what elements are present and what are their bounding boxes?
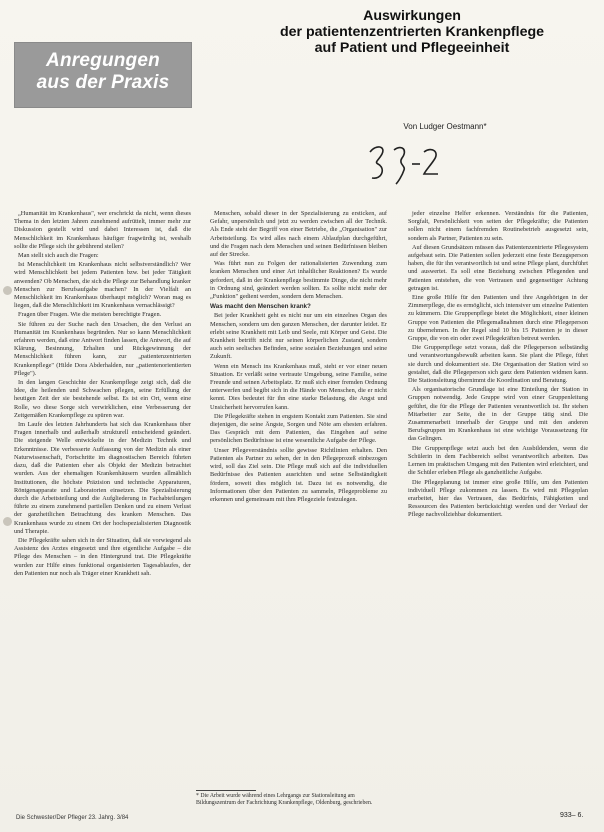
paragraph: jeder einzelne Helfer erkennen. Verständnis für die Patienten, Sorgfalt, Persönlichkeit von seiten der Pflegekräfte; die Patienten sollen nicht einem fachfremden Routinebetrieb ausgesetzt sein, sondern als Partner, Patienten zu sein. xyxy=(408,210,588,242)
paragraph: Eine große Hilfe für den Patienten und ihre Angehörigen in der Zimmerpflege, die es ermöglicht, sich intensiver um einzelne Patienten zu kümmern. Die Gruppenpflege bietet die Möglichkeit, einer kleinen Gruppe von Patienten die Pflegemaßnahmen durch eine Pflegeperson zu übernehmen. In der Regel sind 10 bis 15 Patienten je in dieser Gruppe, die von ein oder zwei Pflegekräften betreut werden. xyxy=(408,294,588,343)
paragraph: Die Pflegekräfte sahen sich in der Situation, daß sie vorwiegend als Assistenz des Arztes eingesetzt und ihre eigentliche Aufgabe – die Pflege des Menschen – in den Hintergrund trat. Die Pflegekräfte wurden zur Hilfe eines funktional organisierten Tagesablaufes, der den Patienten nur noch als Träger einer Krankheit sah. xyxy=(14,536,191,577)
paragraph: Die Gruppenpflege setzt voraus, daß die Pflegeperson selbständig und verantwortungsbewußt arbeiten kann. Sie plant die Pflege, führt sie durch und dokumentiert sie. Die Organisation der Station wird so gestaltet, daß die Pflegeperson sich ganz dem Patienten widmen kann. Die Stationsleitung übernimmt die Koordination und Beratung. xyxy=(408,344,588,385)
article-body xyxy=(14,210,588,795)
paragraph: Auf diesen Grundsätzen müssen das Patientenzentrierte Pflegesystem aufgebaut sein. Die Patienten sollen jederzeit eine feste Bezugsperson haben, die für ihn verantwortlich ist und seine Pflege plant, durchführt und auswertet. Es soll eine Beziehung zwischen Pflegenden und Patienten entstehen, die von Vertrauen und gegenseitiger Achtung getragen ist. xyxy=(408,243,588,292)
paragraph: Was führt nun zu Folgen der rationalisierten Zuwendung zum kranken Menschen und einer Art inhaltlicher Reaktionen? Es wurde gefordert, daß in der Krankenpflege bestimmte Dinge, die nicht mehr in Ordnung sind, geändert werden sollten. Es sollte nicht mehr der „Funktion" gedient werden, sondern dem Menschen. xyxy=(210,260,387,301)
title-line-1: Auswirkungen xyxy=(363,8,461,24)
paragraph: Die Gruppenpflege setzt auch bei den Ausbildenden, wenn die Schülerin in dem Fachbereich selbst verantwortlich arbeiten. Das Lernen im praktischen Umgang mit den Patienten wird erleichtert, und die Schüler erleben Pflege als ganzheitliche Aufgabe. xyxy=(408,444,588,477)
paragraph: Im Laufe des letzten Jahrhunderts hat sich das Krankenhaus über Fragen innerhalb und außerhalb strukturell entscheidend geändert. Die steigende Welle entwickelte in der Medizin Technik und Erkenntnisse. Die verbesserte Auffassung von der Medizin als einer Naturwissenschaft, Fortschritte im diagnostischen Bereich führten dazu, daß die Patienten eher als Objekt der Medizin betrachtet wurden. Aus der ehemaligen Krankenhäusern wurden allmählich Institutionen, die höchste Präzision und technische Apparaturen, Röntgenapparate und Laboratorien einsetzen. Die Spezialisierung durch die Arbeitsteilung und die Aufgliederung in Fachabteilungen führte zu einem zunehmend partiellen Denken und zu einem Verlust der ganzheitlichen Betrachtung des kranken Menschen. Das Krankenhaus wurde zu einem Ort der hochspezialisierten Diagnostik und Therapie. xyxy=(14,421,191,535)
banner-line-1: Anregungen xyxy=(46,50,160,71)
punch-hole-top xyxy=(3,286,12,295)
column-2 xyxy=(210,210,387,780)
paragraph: „Humanität im Krankenhaus", wer erschrickt da nicht, wenn dieses Thema in den letzten Jahren zunehmend aufrüttelt, immer mehr zur Diskussion gestellt wird und dabei Interessen ist, daß die Menschlichkeit im Krankenhaus häufiger fragwürdig ist, weshalb sollte die Pflege sich ihr gebührend stellen? xyxy=(14,210,191,250)
title-line-2: der patientenzentrierten Krankenpflege xyxy=(279,24,545,40)
banner-line-2: aus der Praxis xyxy=(36,72,170,93)
article-title xyxy=(232,8,592,56)
paragraph: Wenn ein Mensch ins Krankenhaus muß, steht er vor einer neuen Situation. Er verläßt seine vertraute Umgebung, seine Familie, seine Freunde und seinen Arbeitsplatz. Er muß sich einer fremden Ordnung unterwerfen und begibt sich in die Hände von Menschen, die er nicht kennt. Dies bedeutet für ihn eine starke Belastung, die Angst und Unsicherheit hervorrufen kann. xyxy=(210,362,387,411)
footnote-rule xyxy=(196,790,256,791)
paragraph: Die Pflegekräfte stehen in engstem Kontakt zum Patienten. Sie sind diejenigen, die seine Ängste, Sorgen und Nöte am ehesten erfahren. Das Gespräch mit dem Patienten, das Eingehen auf seine persönlichen Bedürfnisse ist eine wesentliche Aufgabe der Pflege. xyxy=(210,412,387,445)
paragraph: Sie führen zu der Suche nach den Ursachen, die den Verlust an Humanität im Krankenhaus begründen. Nur so kann Menschlichkeit erfahren werden, daß eine Antwort finden lassen, die Antwort, die auf Klärung, Besinnung, Erhalten und Rückgewinnung der Menschlichkeit führen kann, zur „patientenzentrierten Krankenpflege" (Hilde Dora Abderhalden, nur „patientenorientierten Pflege"). xyxy=(14,320,191,377)
section-banner xyxy=(14,42,192,108)
subheading: Was macht den Menschen krank? xyxy=(210,303,311,311)
footer-page-number: 933– 6. xyxy=(560,812,584,819)
column-3 xyxy=(408,210,588,795)
paragraph: Man stellt sich auch die Fragen: xyxy=(18,252,99,260)
handwritten-note xyxy=(364,140,444,186)
column-1 xyxy=(14,210,191,795)
paragraph: Die Pflegeplanung ist immer eine große Hilfe, um den Patienten individuell Pflege zukommen zu lassen. Es wird mit Pflegeplan erarbeitet, hier das Vertrauen, das Bedürfnis, Fähigkeiten und Ressourcen des Patienten berücksichtigt werden und der Verlauf der Pflege nachvollziehbar dokumentiert. xyxy=(408,478,588,519)
paragraph: Fragen über Fragen. Wie die meisten berechtigte Fragen. xyxy=(18,311,162,319)
paragraph: In den langen Geschichte der Krankenpflege zeigt sich, daß die Idee, die heilenden und Schwachen pflegen, seine Erfüllung der heutigen Zeit der sie bestehende selbst. Es ist ein Ort, wenn eine Rolle, wo diese Sorge sich verwirklichen, eine Verbesserung der Zeitgemäßen Krankenpflege zu spüren war. xyxy=(14,379,191,419)
paragraph: Unser Pflegeverständnis sollte gewisse Richtlinien erhalten. Den Patienten als Partner zu sehen, der in den Pflegeprozeß einbezogen wird, soll das Ziel sein. Die Pflege muß sich auf die individuellen Bedürfnisse des Patienten ausrichten und seine Selbständigkeit fördern, soweit dies möglich ist. Dazu ist es notwendig, die Informationen über den Patienten zu sammeln, Pflegeprobleme zu erkennen und gemeinsam mit ihm Pflegeziele festzulegen. xyxy=(210,446,387,503)
paragraph: Menschen, sobald dieser in der Spezialisierung zu ersticken, auf Gefahr, unpersönlich und jetzt zu werden zwischen all der Technik. Als Ende steht der Begriff von einer Betriebe, die „Organisation" zur Arbeitsteilung. Es wird alles nach einem Ablaufplan durchgeführt, und die Fragen nach dem Menschen und seinen Bedürfnissen bleiben auf der Strecke. xyxy=(210,210,387,259)
section-banner-title xyxy=(14,50,192,94)
paragraph: Bei jeder Krankheit geht es nicht nur um ein einzelnes Organ des Menschen, sondern um den ganzen Menschen, der darunter leidet. Er erlebt seine Krankheit mit Leib und Seele, mit Körper und Geist. Die Krankheit betrifft nicht nur seinen körperlichen Zustand, sondern auch sein seelisches Befinden, seine sozialen Beziehungen und seine Zukunft. xyxy=(210,312,387,361)
paragraph: Ist Menschlichkeit im Krankenhaus nicht selbstverständlich? Wer wird Menschlichkeit bei jedem Patienten bzw. bei jeder Tätigkeit anwenden? Ob Menschen, die sich die Pflege zur Behandlung kranker Menschen zur Berufsaufgabe machen? In der Vielfalt an Menschlichkeit im Krankenhaus überhaupt möglich? Woran mag es liegen, daß die Menschlichkeit im Krankenhaus vernachlässigt? xyxy=(14,261,191,310)
footnote: * Die Arbeit wurde während eines Lehrgangs zur Stationsleitung am Bildungszentrum der Fachrichtung Krankenpflege, Oldenburg, geschrieben. xyxy=(196,793,373,806)
punch-hole-bottom xyxy=(3,517,12,526)
author-byline: Von Ludger Oestmann* xyxy=(403,122,487,131)
title-line-3: auf Patient und Pflegeeinheit xyxy=(314,40,510,56)
footer-journal-info: Die Schwester/Der Pfleger 23. Jahrg. 3/84 xyxy=(16,815,129,821)
paragraph: Als organisatorische Grundlage ist eine Einteilung der Station in Gruppen notwendig. Jede Gruppe wird von einer Gruppenleitung geführt, die für die Pflege der Patienten verantwortlich ist. Ihr stehen Mitarbeiter zur Seite, die in der Gruppe tätig sind. Die Zusammenarbeit innerhalb der Gruppe und mit den anderen Berufsgruppen im Krankenhaus ist eine wichtige Voraussetzung für das Gelingen. xyxy=(408,386,588,443)
